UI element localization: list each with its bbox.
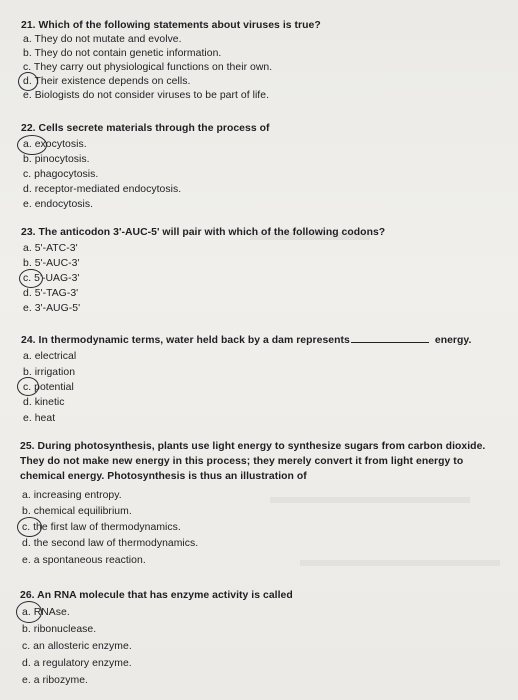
answer-option: e. a ribozyme. [22, 675, 88, 686]
answer-option: c. They carry out physiological functions on their own. [23, 62, 273, 73]
answer-option: e. a spontaneous reaction. [22, 555, 146, 566]
bleed-through-mark [270, 497, 470, 503]
question-stem: 23. The anticodon 3'-AUC-5' will pair with which of the following codons? [21, 227, 386, 238]
answer-option: e. endocytosis. [23, 199, 94, 210]
answer-option: d. 5'-TAG-3' [23, 288, 79, 299]
answer-option: d. Their existence depends on cells. [23, 76, 191, 87]
question-stem-suffix: energy. [434, 335, 472, 346]
bleed-through-mark [300, 560, 500, 566]
answer-option: c. 5'-UAG-3' [23, 273, 80, 284]
question-stem-text: 24. In thermodynamic terms, water held back by a dam represents [21, 335, 350, 346]
answer-option: d. kinetic [23, 397, 65, 408]
answer-option: a. They do not mutate and evolve. [23, 34, 182, 45]
answer-option: d. the second law of thermodynamics. [22, 538, 199, 549]
answer-option: d. receptor-mediated endocytosis. [23, 184, 182, 195]
answer-option: c. an allosteric enzyme. [22, 641, 132, 652]
answer-option: a. RNAse. [22, 607, 70, 618]
answer-option: b. ribonuclease. [22, 624, 97, 635]
answer-option: a. 5'-ATC-3' [23, 243, 78, 254]
answer-option: a. increasing entropy. [22, 490, 122, 501]
answer-option: b. pinocytosis. [23, 154, 90, 165]
question-stem: 25. During photosynthesis, plants use light energy to synthesize sugars from carbon dioxide. [20, 441, 486, 452]
question-stem: 21. Which of the following statements about viruses is true? [21, 20, 321, 31]
question-stem: chemical energy. Photosynthesis is thus an illustration of [20, 471, 307, 482]
answer-option: b. They do not contain genetic information. [23, 48, 222, 59]
question-stem: 26. An RNA molecule that has enzyme activity is called [20, 590, 293, 601]
answer-option: e. heat [23, 413, 56, 424]
answer-blank [351, 333, 429, 343]
answer-option: e. 3'-AUG-5' [23, 303, 81, 314]
answer-option: a. electrical [23, 351, 77, 362]
question-stem: They do not make new energy in this process; they merely convert it from light energy to [20, 456, 464, 467]
answer-option: c. the first law of thermodynamics. [22, 522, 181, 533]
question-stem: 22. Cells secrete materials through the process of [21, 123, 270, 134]
answer-option: b. 5'-AUC-3' [23, 258, 80, 269]
answer-option: c. potential [23, 382, 74, 393]
question-stem [21, 333, 471, 347]
answer-option: e. Biologists do not consider viruses to be part of life. [23, 90, 270, 101]
answer-option: b. irrigation [23, 367, 76, 378]
answer-option: d. a regulatory enzyme. [22, 658, 132, 669]
answer-option: a. exocytosis. [23, 139, 87, 150]
answer-option: c. phagocytosis. [23, 169, 99, 180]
answer-option: b. chemical equilibrium. [22, 506, 132, 517]
